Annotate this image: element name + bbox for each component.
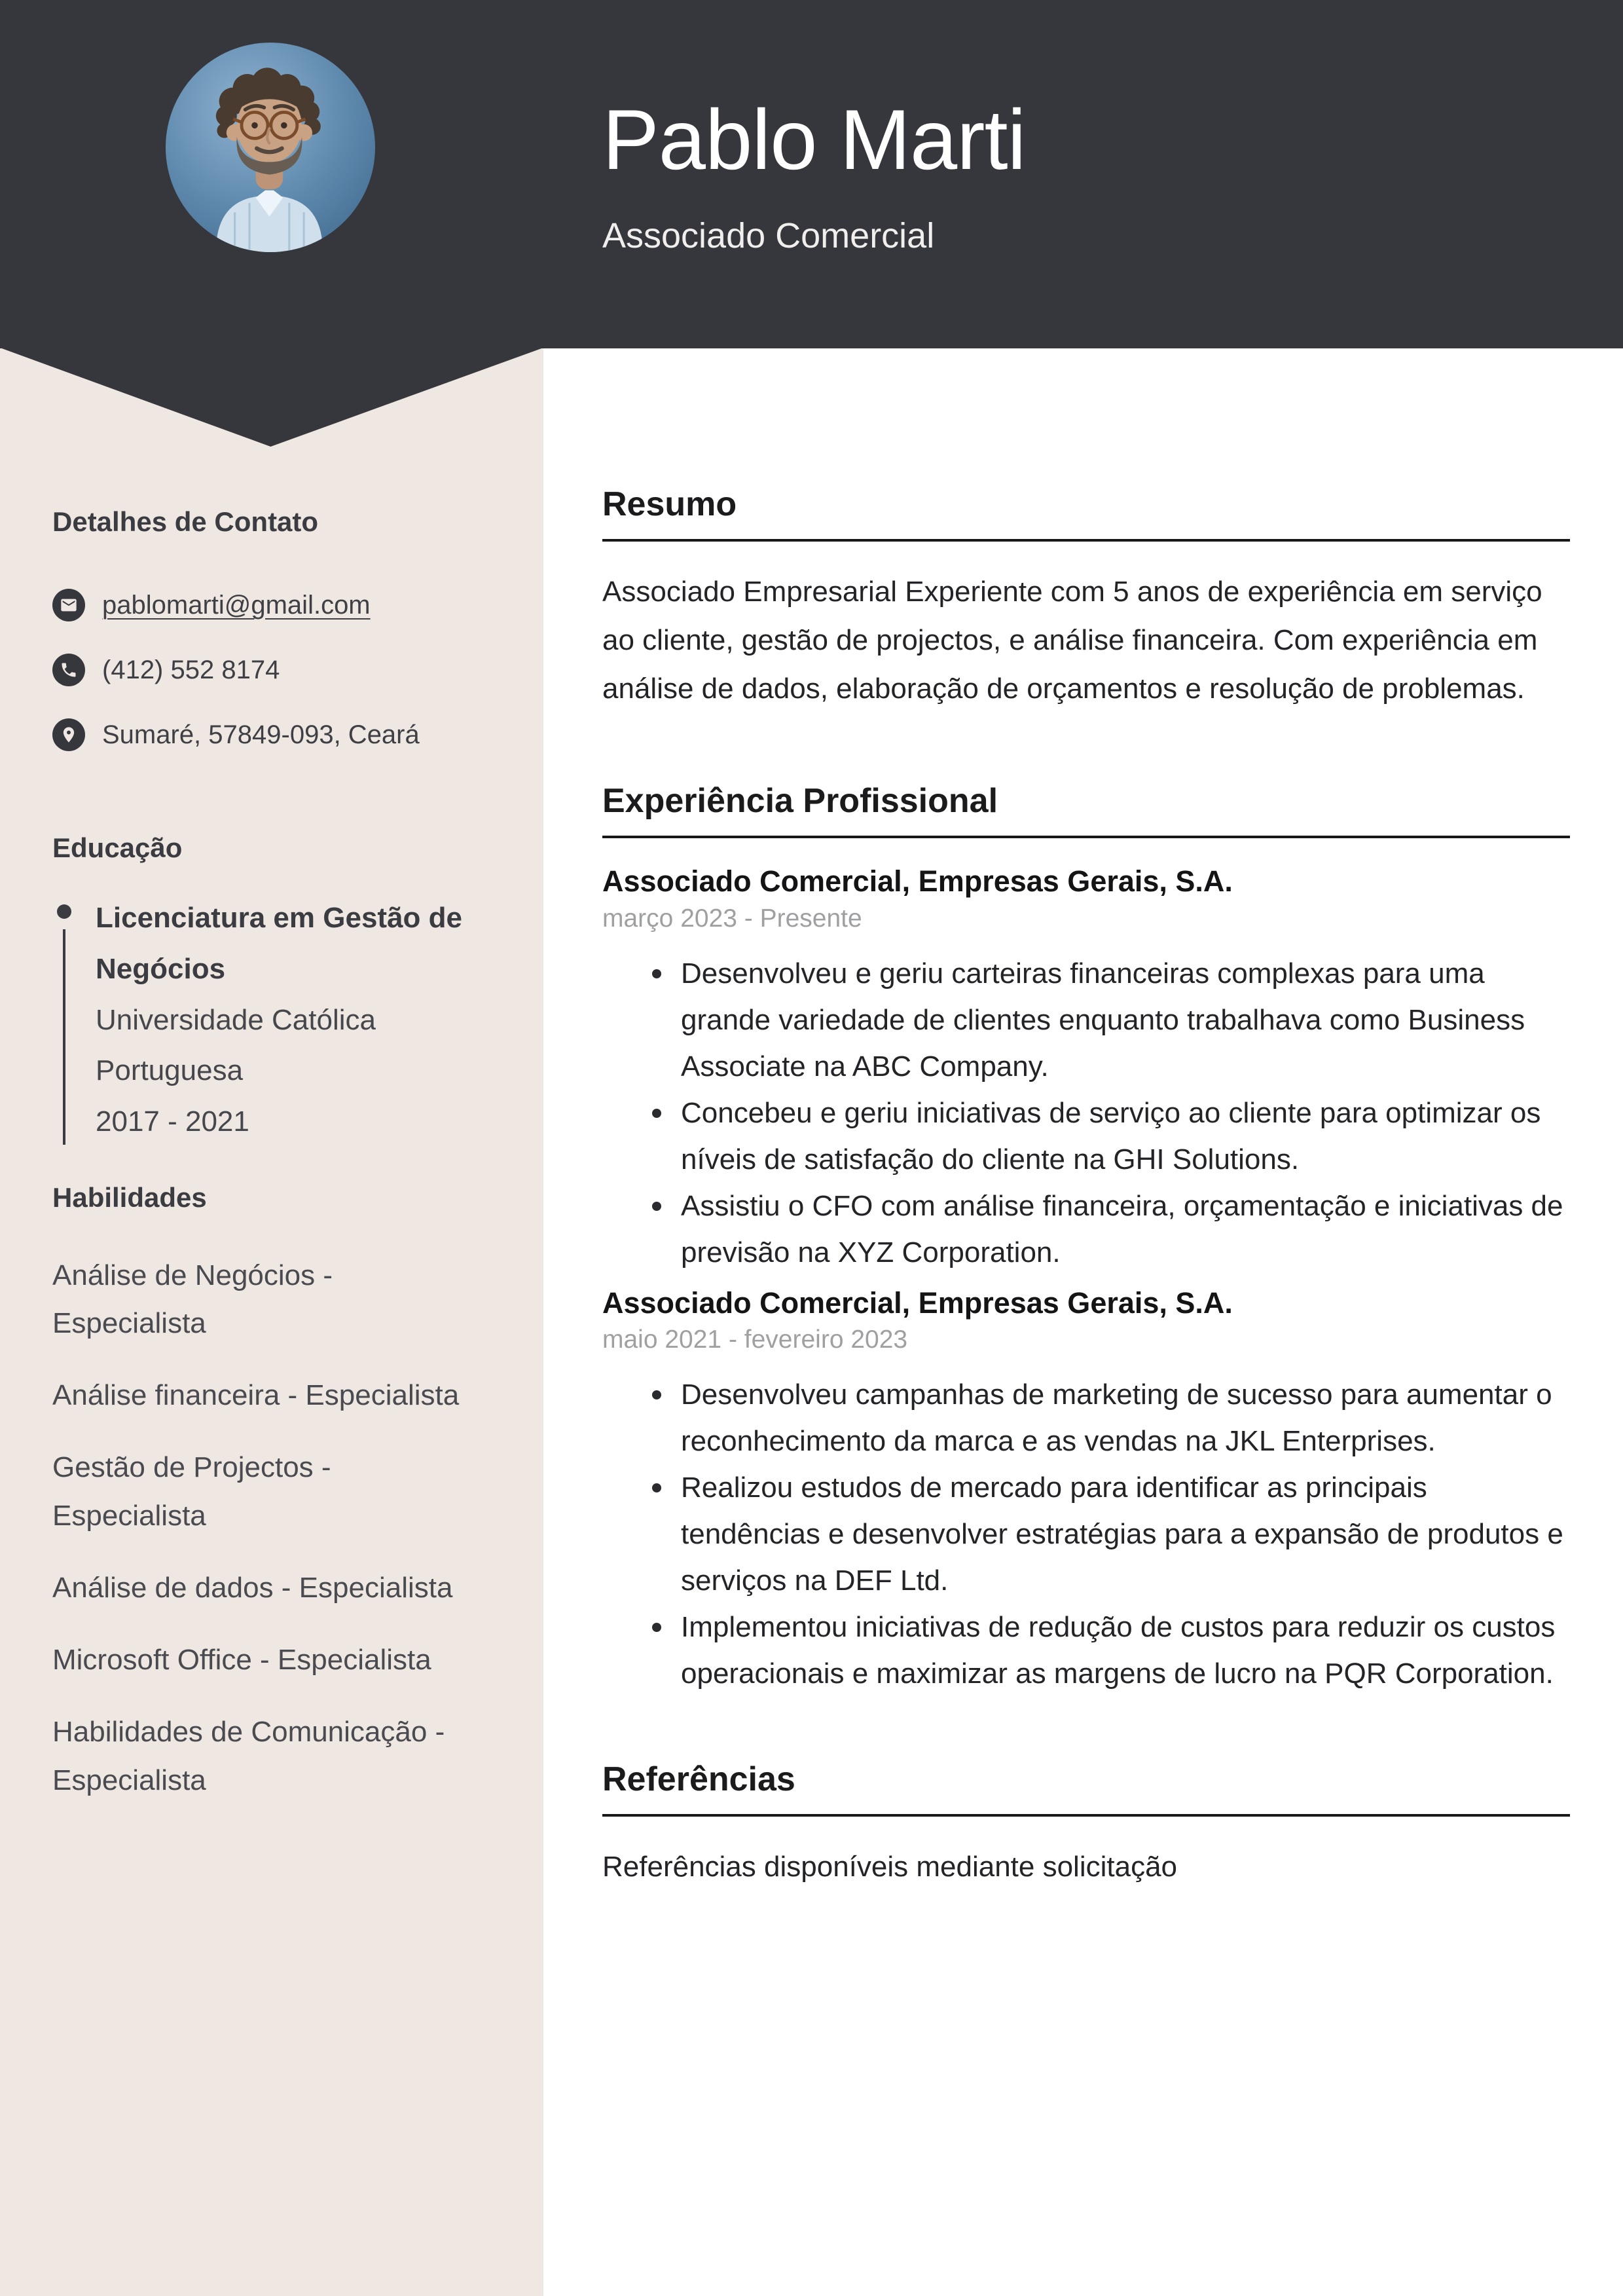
job-bullet-text: Desenvolveu campanhas de marketing de sucesso para aumentar o reconhecimento da marca e as vendas na JKL Enterprises. (681, 1378, 1552, 1457)
job-bullet-list (602, 950, 1570, 1276)
header (602, 0, 1570, 348)
education-section (52, 832, 478, 1147)
job-period: maio 2021 - fevereiro 2023 (602, 1325, 908, 1354)
job-bullet (681, 1464, 1570, 1604)
skill-item: Microsoft Office - Especialista (52, 1643, 431, 1676)
job-bullet-text: Concebeu e geriu iniciativas de serviço ao cliente para optimizar os níveis de satisfação do cliente na GHI Solutions. (681, 1096, 1541, 1176)
contact-row-location (52, 718, 478, 752)
profile-photo-graphic (166, 43, 375, 252)
timeline-dot (57, 904, 71, 919)
references-text: Referências disponíveis mediante solicitação (602, 1851, 1178, 1883)
location-text: Sumaré, 57849-093, Ceará (102, 720, 420, 750)
education-heading: Educação (52, 832, 183, 864)
summary-text: Associado Empresarial Experiente com 5 anos de experiência em serviço ao cliente, gestão de projectos, e análise financeira. Com experiência em análise de dados, elaboração de orçamentos e resolução de problemas. (602, 576, 1542, 705)
skill-item: Análise financeira - Especialista (52, 1379, 460, 1412)
job-entry-1 (602, 863, 1570, 1275)
contact-heading: Detalhes de Contato (52, 506, 319, 537)
avatar (166, 43, 375, 252)
job-bullet-text: Realizou estudos de mercado para identificar as principais tendências e desenvolver estratégias para a expansão de produtos e serviços na DEF Ltd. (681, 1471, 1563, 1597)
experience-section (602, 781, 1570, 1697)
contact-list (52, 588, 478, 752)
job-bullet-list (602, 1371, 1570, 1697)
job-bullet-text: Implementou iniciativas de redução de custos para reduzir os custos operacionais e maximizar as margens de lucro na PQR Corporation. (681, 1610, 1556, 1690)
timeline-line (63, 929, 65, 1145)
skill-item: Gestão de Projectos - Especialista (52, 1451, 331, 1532)
skills-list (52, 1251, 478, 1805)
job-bullet (681, 1371, 1570, 1464)
job-bullet-text: Assistiu o CFO com análise financeira, orçamentação e iniciativas de previsão na XYZ Corporation. (681, 1189, 1563, 1268)
skill-item: Habilidades de Comunicação - Especialista (52, 1715, 445, 1796)
education-school: Universidade Católica Portuguesa (96, 1003, 376, 1087)
job-bullet (681, 1604, 1570, 1697)
sidebar (52, 506, 478, 1828)
summary-section (602, 485, 1570, 713)
job-bullet (681, 1183, 1570, 1276)
bullet-dot (652, 1483, 661, 1492)
person-name: Pablo Marti (602, 91, 1026, 187)
job-title: Associado Comercial, Empresas Gerais, S.A. (602, 864, 1233, 898)
references-section (602, 1760, 1570, 1891)
bullet-dot (652, 1623, 661, 1632)
person-job-title: Associado Comercial (602, 215, 935, 255)
skill-item: Análise de dados - Especialista (52, 1572, 453, 1604)
skills-section (52, 1181, 478, 1805)
education-degree: Licenciatura em Gestão de Negócios (96, 901, 462, 985)
phone-number: (412) 552 8174 (102, 656, 280, 685)
job-bullet (681, 950, 1570, 1090)
skills-heading: Habilidades (52, 1182, 207, 1213)
references-heading: Referências (602, 1760, 1570, 1817)
email-link[interactable]: pablomarti@gmail.com (102, 591, 371, 620)
phone-icon (52, 654, 85, 686)
bullet-dot (652, 969, 661, 978)
summary-heading: Resumo (602, 485, 1570, 542)
job-entry-2 (602, 1285, 1570, 1697)
experience-heading: Experiência Profissional (602, 781, 1570, 838)
contact-row-email (52, 588, 478, 622)
job-period: março 2023 - Presente (602, 904, 862, 933)
job-bullet (681, 1090, 1570, 1183)
contact-row-phone (52, 653, 478, 687)
job-title: Associado Comercial, Empresas Gerais, S.A. (602, 1286, 1233, 1320)
location-icon (52, 718, 85, 751)
education-entry (52, 893, 478, 1147)
bullet-dot (652, 1202, 661, 1211)
main-content (602, 485, 1570, 1891)
job-bullet-text: Desenvolveu e geriu carteiras financeiras complexas para uma grande variedade de clientes enquanto trabalhava como Business Associate na ABC Company. (681, 957, 1525, 1083)
bullet-dot (652, 1390, 661, 1399)
bullet-dot (652, 1109, 661, 1118)
email-icon (52, 589, 85, 621)
skill-item: Análise de Negócios - Especialista (52, 1259, 333, 1340)
education-years: 2017 - 2021 (96, 1105, 249, 1138)
